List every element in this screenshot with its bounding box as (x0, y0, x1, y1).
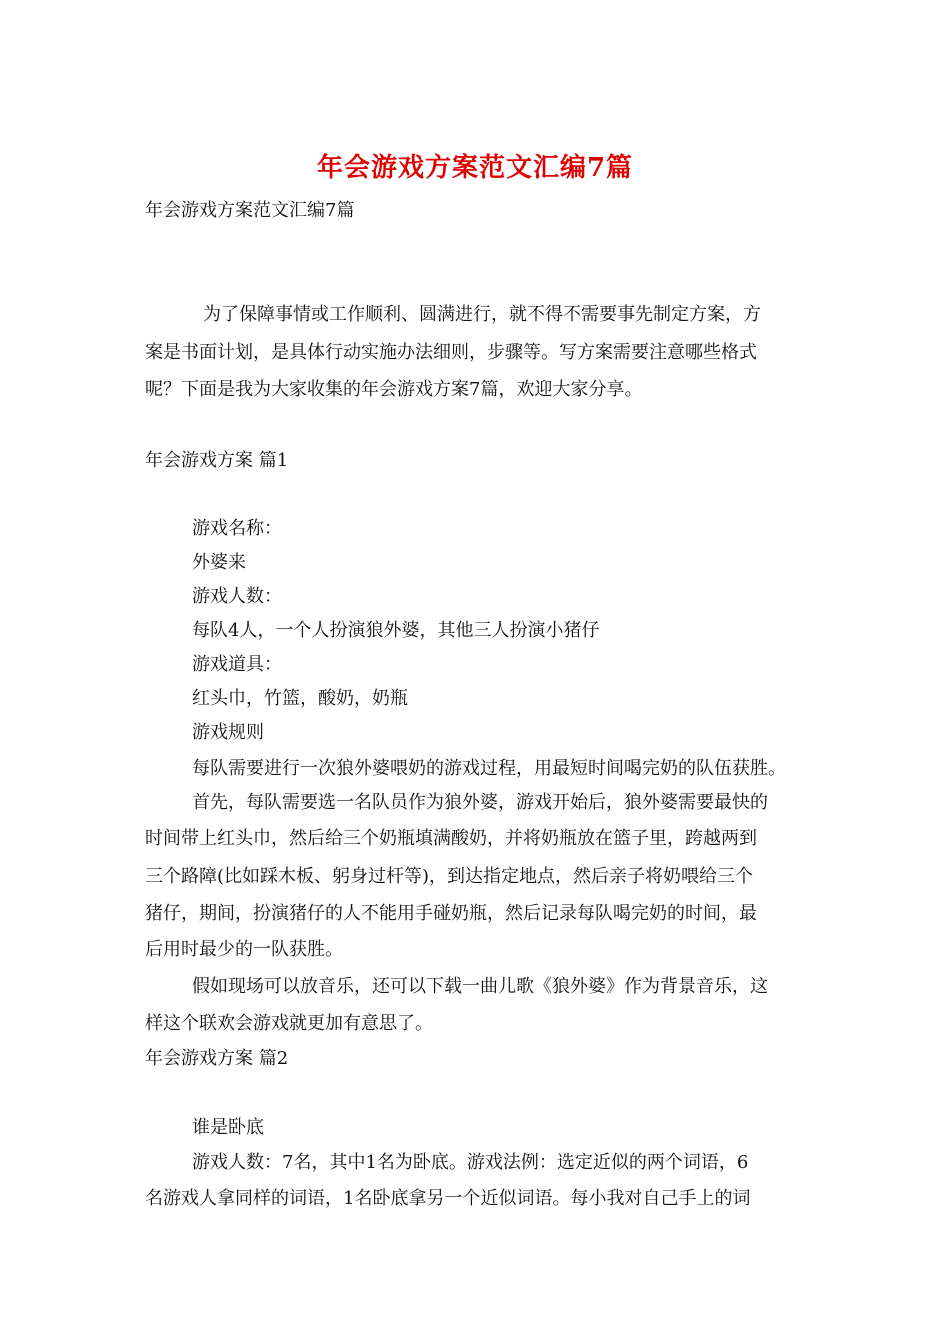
intro-line: 呢？下面是我为大家收集的年会游戏方案7篇，欢迎大家分享。 (145, 379, 643, 400)
section2-line: 名游戏人拿同样的词语，1名卧底拿另一个近似词语。每小我对自己手上的词 (145, 1188, 751, 1209)
intro-line: 为了保障事情或工作顺利、圆满进行，就不得不需要事先制定方案，方 (203, 304, 761, 325)
section1-line: 假如现场可以放音乐，还可以下载一曲儿歌《狼外婆》作为背景音乐，这 (192, 976, 768, 997)
section1-line: 游戏人数： (192, 586, 282, 607)
section1-line: 首先，每队需要选一名队员作为狼外婆，游戏开始后，狼外婆需要最快的 (192, 792, 768, 813)
section1-line: 样这个联欢会游戏就更加有意思了。 (145, 1013, 433, 1034)
section1-line: 游戏名称： (192, 518, 282, 539)
section1-line: 三个路障(比如踩木板、躬身过杆等)，到达指定地点，然后亲子将奶喂给三个 (145, 866, 754, 887)
section1-line: 红头巾，竹篮，酸奶，奶瓶 (192, 688, 408, 709)
section1-line: 时间带上红头巾，然后给三个奶瓶填满酸奶，并将奶瓶放在篮子里，跨越两到 (145, 828, 757, 849)
section-heading: 年会游戏方案 篇1 (145, 450, 289, 471)
section1-line: 外婆来 (192, 552, 246, 573)
section1-line: 游戏规则 (192, 722, 264, 743)
document-subtitle: 年会游戏方案范文汇编7篇 (145, 200, 355, 221)
section1-line: 猪仔，期间，扮演猪仔的人不能用手碰奶瓶，然后记录每队喝完奶的时间，最 (145, 903, 757, 924)
section2-line: 游戏人数：7名，其中1名为卧底。游戏法例：选定近似的两个词语，6 (192, 1152, 749, 1173)
intro-line: 案是书面计划，是具体行动实施办法细则，步骤等。写方案需要注意哪些格式 (145, 342, 757, 363)
section-heading: 年会游戏方案 篇2 (145, 1048, 289, 1069)
section1-line: 每队4人，一个人扮演狼外婆，其他三人扮演小猪仔 (192, 620, 600, 641)
section2-line: 谁是卧底 (192, 1117, 264, 1138)
section1-line: 后用时最少的一队获胜。 (145, 939, 343, 960)
section1-line: 每队需要进行一次狼外婆喂奶的游戏过程，用最短时间喝完奶的队伍获胜。 (192, 758, 786, 779)
section1-line: 游戏道具： (192, 654, 282, 675)
document-title: 年会游戏方案范文汇编7篇 (316, 153, 634, 183)
